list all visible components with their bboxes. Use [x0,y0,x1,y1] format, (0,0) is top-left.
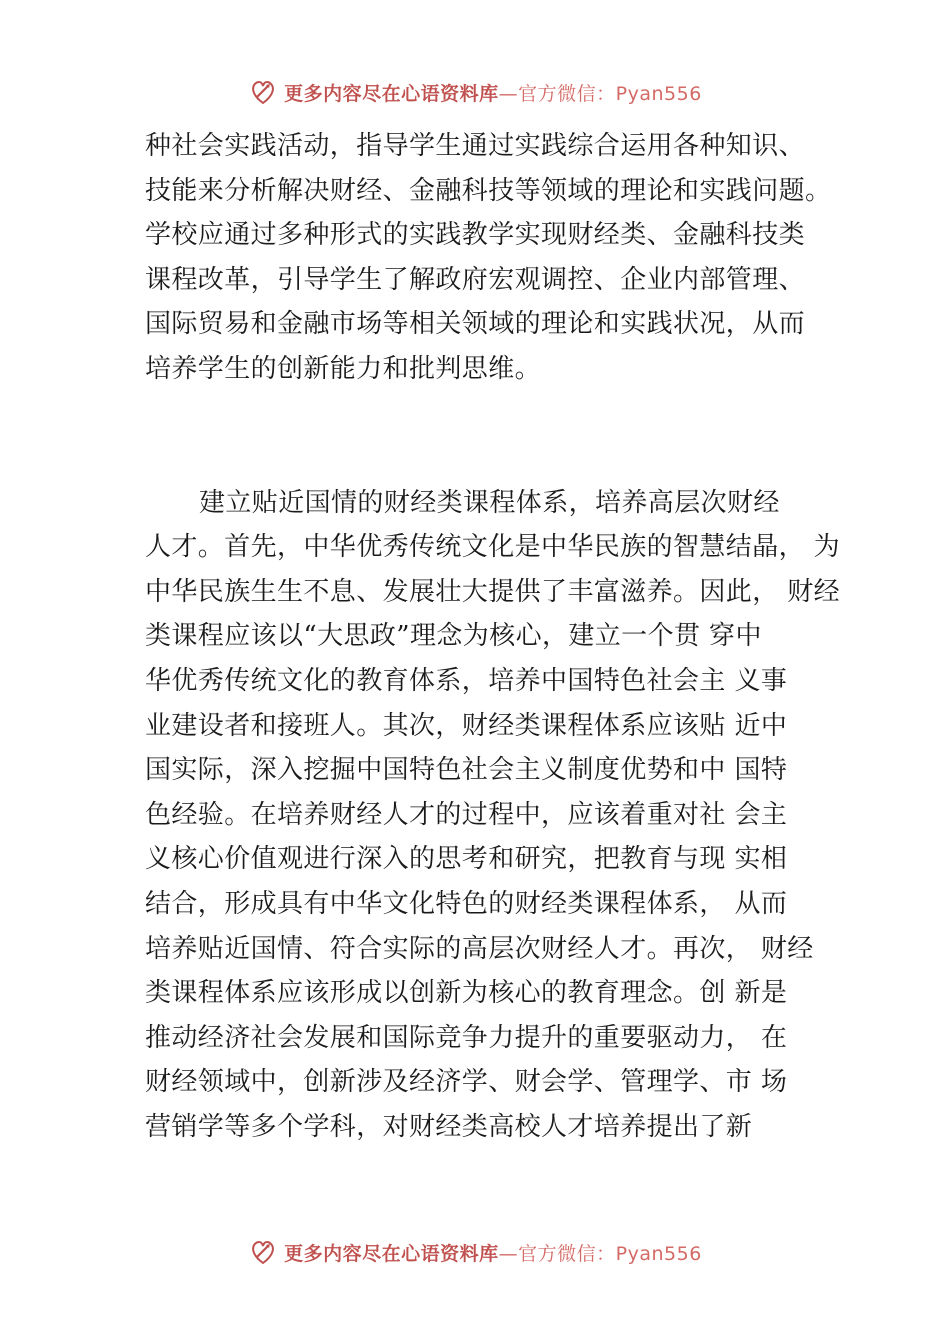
watermark-wechat: 官方微信：Pyan556 [518,82,702,105]
text-line: 培养贴近国情、符合实际的高层次财经人才。再次， 财经 [145,933,814,964]
text-line: 类课程应该以“大思政”理念为核心，建立一个贯 穿中 [145,621,762,652]
footer-watermark [0,1232,950,1272]
brand-logo-icon [248,77,278,107]
text-line: 中华民族生生不息、发展壮大提供了丰富滋养。因此， 财经 [145,576,841,607]
watermark-brand: 更多内容尽在心语资料库 [284,1242,499,1265]
text-line: 学校应通过多种形式的实践教学实现财经类、金融科技类 [145,220,806,251]
text-line: 建立贴近国情的财经类课程体系，培养高层次财经 [199,487,780,518]
text-line: 类课程体系应该形成以创新为核心的教育理念。创 新是 [145,978,788,1009]
brand-logo-icon [248,1237,278,1267]
text-line: 课程改革，引导学生了解政府宏观调控、企业内部管理、 [145,264,806,295]
document-body [145,124,845,1149]
text-line: 国实际，深入挖掘中国特色社会主义制度优势和中 国特 [145,755,788,786]
text-line: 华优秀传统文化的教育体系，培养中国特色社会主 义事 [145,665,788,696]
text-line: 技能来分析解决财经、金融科技等领域的理论和实践问题。 [145,175,832,206]
paragraph-1 [145,124,845,392]
text-line: 国际贸易和金融市场等相关领域的理论和实践状况，从而 [145,309,806,340]
watermark-brand: 更多内容尽在心语资料库 [284,82,499,105]
text-line: 财经领域中，创新涉及经济学、财会学、管理学、市 场 [145,1067,788,1098]
watermark-text [284,1239,702,1266]
text-line: 推动经济社会发展和国际竞争力提升的重要驱动力， 在 [145,1022,788,1053]
text-line: 培养学生的创新能力和批判思维。 [145,353,542,384]
text-line: 人才。首先，中华优秀传统文化是中华民族的智慧结晶， 为 [145,532,841,563]
watermark-wechat: 官方微信：Pyan556 [518,1242,702,1265]
paragraph-2 [145,481,845,1150]
paragraph-spacer [145,392,845,481]
watermark-text [284,79,702,106]
text-line: 结合，形成具有中华文化特色的财经类课程体系， 从而 [145,888,788,919]
text-line: 色经验。在培养财经人才的过程中，应该着重对社 会主 [145,799,788,830]
watermark-separator: — [498,1242,519,1265]
header-watermark [0,72,950,112]
text-line: 义核心价值观进行深入的思考和研究，把教育与现 实相 [145,844,788,875]
text-line: 业建设者和接班人。其次，财经类课程体系应该贴 近中 [145,710,788,741]
watermark-separator: — [498,82,519,105]
text-line: 种社会实践活动，指导学生通过实践综合运用各种知识、 [145,131,806,161]
text-line: 营销学等多个学科，对财经类高校人才培养提出了新 [145,1111,753,1142]
